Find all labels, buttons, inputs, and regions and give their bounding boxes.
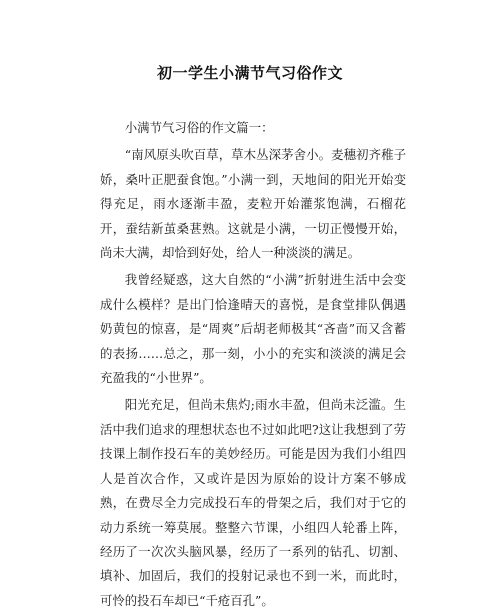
document-body bbox=[100, 116, 406, 613]
paragraph-1: “南风原头吹百草，草木丛深茅舍小。麦穗初齐稚子娇，桑叶正肥蚕食饱。”小满一到，天地间的阳光开始变得充足，雨水逐渐丰盈，麦粒开始灌浆饱满，石榴花开，蚕结新茧桑葚熟。这就是小满，一切正慢慢开始，尚未大满，却恰到好处，给人一种淡淡的满足。 bbox=[100, 147, 406, 261]
document-title: 初一学生小满节气习俗作文 bbox=[156, 64, 343, 82]
paragraph-2: 我曾经疑惑，这大自然的“小满”折射进生活中会变成什么模样？是出门恰逢晴天的喜悦，是食堂排队偶遇奶黄包的惊喜，是“周爽”后胡老师极其“吝啬”而又含蓄的表扬……总之，那一刻，小小的充实和淡淡的满足会充盈我的“小世界”。 bbox=[100, 272, 406, 386]
section-heading: 小满节气习俗的作文篇一： bbox=[124, 120, 274, 135]
paragraph-3: 阳光充足，但尚未焦灼;雨水丰盈，但尚未泛滥。生活中我们追求的理想状态也不过如此吧?这让我想到了劳技课上制作投石车的美妙经历。可能是因为我们小组四人是首次合作，又或许是因为原始的设计方案不够成熟，在费尽全力完成投石车的骨架之后，我们对于它的动力系统一筹莫展。整整六节课，小组四人轮番上阵，经历了一次次头脑风暴，经历了一系列的钻孔、切割、填补、加固后，我们的投射记录也不到一米，而此时，可怜的投石车却已“千疮百孔”。 bbox=[100, 397, 406, 608]
